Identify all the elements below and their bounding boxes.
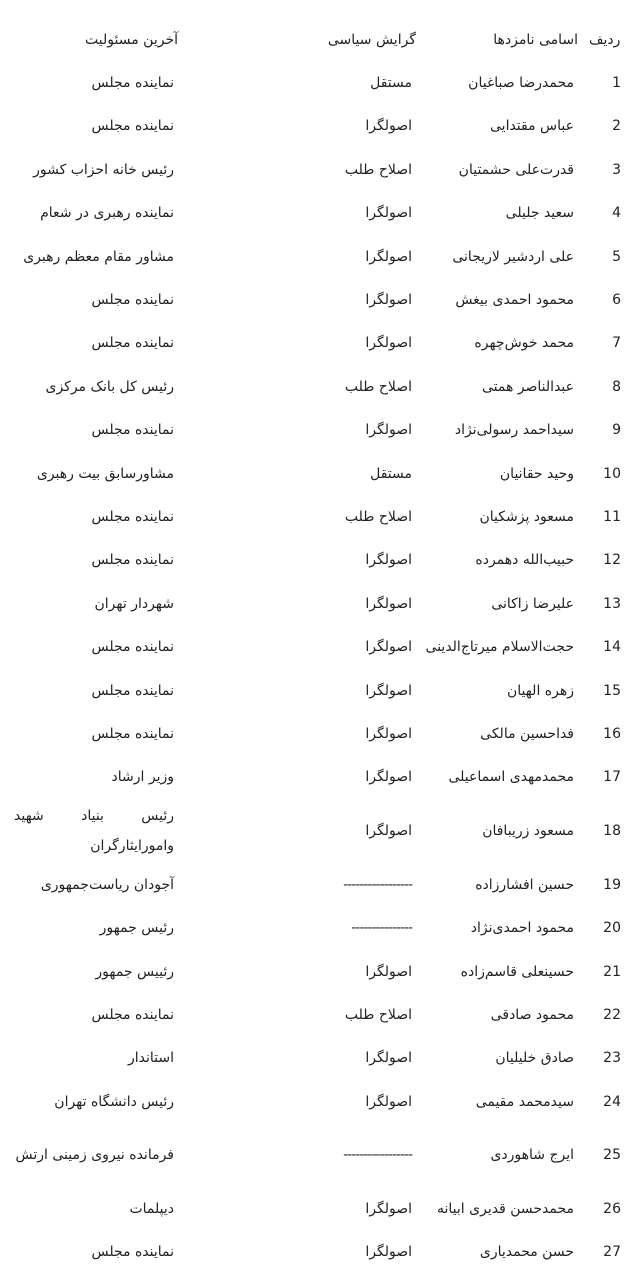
candidate-name: علیرضا زاکانی [491, 595, 574, 612]
table-row [0, 192, 641, 235]
table-row [0, 756, 641, 799]
table-row [0, 452, 641, 495]
last-position: فرمانده نیروی زمینی ارتش [15, 1147, 174, 1164]
table-row [0, 1037, 641, 1080]
candidate-name: حسینعلی قاسم‌زاده [460, 963, 574, 980]
table-row [0, 235, 641, 278]
last-position: نماینده مجلس [91, 335, 174, 352]
table-row [0, 365, 641, 408]
last-position: رئیس کل بانک مرکزی [45, 378, 174, 395]
political-affiliation: ----------------- [343, 876, 412, 893]
table-row [0, 539, 641, 582]
table-row [0, 148, 641, 191]
political-affiliation: اصولگرا [365, 639, 412, 656]
candidate-name: عبدالناصر همتی [481, 378, 574, 395]
candidate-name: سیداحمد رسولی‌نژاد [454, 422, 574, 439]
row-number: 14 [603, 639, 621, 656]
political-affiliation: اصولگرا [365, 552, 412, 569]
row-number: 5 [612, 248, 621, 265]
row-number: 6 [612, 292, 621, 309]
last-position: رئییس جمهور [95, 963, 174, 980]
row-number: 17 [603, 769, 621, 786]
table-row [0, 799, 641, 863]
candidate-name: عباس مقتدایی [490, 118, 574, 135]
political-affiliation: اصلاح طلب [344, 161, 412, 178]
row-number: 26 [603, 1201, 621, 1218]
table-row [0, 863, 641, 906]
row-number: 12 [603, 552, 621, 569]
row-number: 20 [603, 920, 621, 937]
candidate-name: محمدرضا صباغیان [468, 75, 574, 92]
row-number: 19 [603, 876, 621, 893]
political-affiliation: اصولگرا [365, 422, 412, 439]
political-affiliation: اصلاح طلب [344, 1006, 412, 1023]
table-row [0, 278, 641, 321]
candidate-name: زهره الهیان [506, 682, 574, 699]
candidate-name: علی اردشیر لاریجانی [452, 248, 574, 265]
last-position: نماینده مجلس [91, 118, 174, 135]
candidate-name: فداحسین مالکی [480, 725, 574, 742]
table-row [0, 105, 641, 148]
header-position: آخرین مسئولیت [85, 31, 178, 48]
political-affiliation: مستقل [370, 75, 412, 92]
political-affiliation: --------------- [351, 920, 412, 937]
political-affiliation: اصولگرا [365, 335, 412, 352]
last-position: نماینده مجلس [91, 725, 174, 742]
last-position: نماینده رهبری در شعام [40, 205, 174, 222]
header-affiliation: گرایش سیاسی [327, 31, 416, 48]
candidate-name: محمود احمدی‌نژاد [470, 920, 574, 937]
row-number: 3 [612, 161, 621, 178]
candidate-name: محمود احمدی بیغش [455, 292, 574, 309]
last-position: آجودان ریاست‌جمهوری [40, 876, 174, 893]
header-name: اسامی نامزدها [493, 31, 578, 48]
row-number: 7 [612, 335, 621, 352]
candidate-name: ایرج شاهوردی [490, 1147, 574, 1164]
political-affiliation: اصولگرا [365, 823, 412, 840]
table-row [0, 322, 641, 365]
last-position: نماینده مجلس [91, 1006, 174, 1023]
last-position: رئیس جمهور [99, 920, 174, 937]
table-row [0, 1123, 641, 1187]
last-position: نماینده مجلس [91, 422, 174, 439]
table-row [0, 495, 641, 538]
table-row [0, 993, 641, 1036]
last-position: نماینده مجلس [91, 639, 174, 656]
candidate-name: مسعود پزشکیان [479, 508, 574, 525]
political-affiliation: اصولگرا [365, 1244, 412, 1261]
candidate-name: محمد خوش‌چهره [474, 335, 574, 352]
table-row [0, 61, 641, 104]
last-position: مشاورسابق بیت رهبری [36, 465, 174, 482]
political-affiliation: اصولگرا [365, 769, 412, 786]
last-position: نماینده مجلس [91, 292, 174, 309]
last-position: شهردار تهران [94, 595, 174, 612]
candidate-name: حسن محمدیاری [479, 1244, 574, 1261]
political-affiliation: اصولگرا [365, 1050, 412, 1067]
table-row [0, 582, 641, 625]
candidate-name: صادق خلیلیان [495, 1050, 574, 1067]
political-affiliation: اصولگرا [365, 1201, 412, 1218]
table-row [0, 1187, 641, 1230]
row-number: 4 [612, 205, 621, 222]
political-affiliation: اصلاح طلب [344, 508, 412, 525]
last-position: نماینده مجلس [91, 508, 174, 525]
row-number: 15 [603, 682, 621, 699]
last-position: دیپلمات [129, 1201, 174, 1218]
row-number: 13 [603, 595, 621, 612]
candidate-name: محمدحسن قدیری ابیانه [437, 1201, 574, 1218]
political-affiliation: اصولگرا [365, 205, 412, 222]
political-affiliation: اصولگرا [365, 682, 412, 699]
row-number: 25 [603, 1147, 621, 1164]
candidate-name: سعید جلیلی [505, 205, 574, 222]
table-row [0, 409, 641, 452]
last-position: رئیس خانه احزاب کشور [33, 161, 174, 178]
candidate-name: حبیب‌الله دهمرده [475, 552, 574, 569]
candidate-name: وحید حقانیان [499, 465, 574, 482]
table-row [0, 669, 641, 712]
candidate-name: محمود صادقی [490, 1006, 574, 1023]
candidate-name: حسین افشارزاده [475, 876, 574, 893]
last-position: رئیس بنیاد شهید وامورایثارگران [14, 808, 174, 855]
table-row [0, 950, 641, 993]
row-number: 27 [603, 1244, 621, 1261]
political-affiliation: اصولگرا [365, 963, 412, 980]
row-number: 2 [612, 118, 621, 135]
last-position: رئیس دانشگاه تهران [54, 1093, 174, 1110]
row-number: 9 [612, 422, 621, 439]
candidate-name: محمدمهدی اسماعیلی [448, 769, 574, 786]
political-affiliation: اصولگرا [365, 292, 412, 309]
row-number: 18 [603, 823, 621, 840]
political-affiliation: مستقل [370, 465, 412, 482]
row-number: 11 [603, 508, 621, 525]
row-number: 16 [603, 725, 621, 742]
political-affiliation: اصلاح طلب [344, 378, 412, 395]
row-number: 10 [603, 465, 621, 482]
political-affiliation: اصولگرا [365, 725, 412, 742]
table-row [0, 1231, 641, 1274]
row-number: 23 [603, 1050, 621, 1067]
last-position: نماینده مجلس [91, 682, 174, 699]
political-affiliation: اصولگرا [365, 1093, 412, 1110]
candidate-name: حجت‌الاسلام میرتاج‌الدینی [425, 639, 574, 656]
table-header [0, 18, 641, 61]
table-row [0, 625, 641, 668]
table-row [0, 1080, 641, 1123]
political-affiliation: اصولگرا [365, 118, 412, 135]
last-position: استاندار [127, 1050, 174, 1067]
last-position: وزیر ارشاد [111, 769, 174, 786]
political-affiliation: ----------------- [343, 1147, 412, 1164]
header-num: ردیف [589, 31, 621, 48]
row-number: 22 [603, 1006, 621, 1023]
political-affiliation: اصولگرا [365, 248, 412, 265]
candidate-name: مسعود زریبافان [482, 823, 574, 840]
candidate-name: قدرت‌علی حشمتیان [458, 161, 574, 178]
row-number: 21 [603, 963, 621, 980]
political-affiliation: اصولگرا [365, 595, 412, 612]
row-number: 24 [603, 1093, 621, 1110]
table-row [0, 712, 641, 755]
last-position: نماینده مجلس [91, 1244, 174, 1261]
last-position: نماینده مجلس [91, 552, 174, 569]
last-position: نماینده مجلس [91, 75, 174, 92]
row-number: 1 [612, 75, 621, 92]
table-row [0, 906, 641, 949]
last-position: مشاور مقام معظم رهبری [23, 248, 174, 265]
row-number: 8 [612, 378, 621, 395]
candidate-name: سیدمحمد مقیمی [475, 1093, 574, 1110]
